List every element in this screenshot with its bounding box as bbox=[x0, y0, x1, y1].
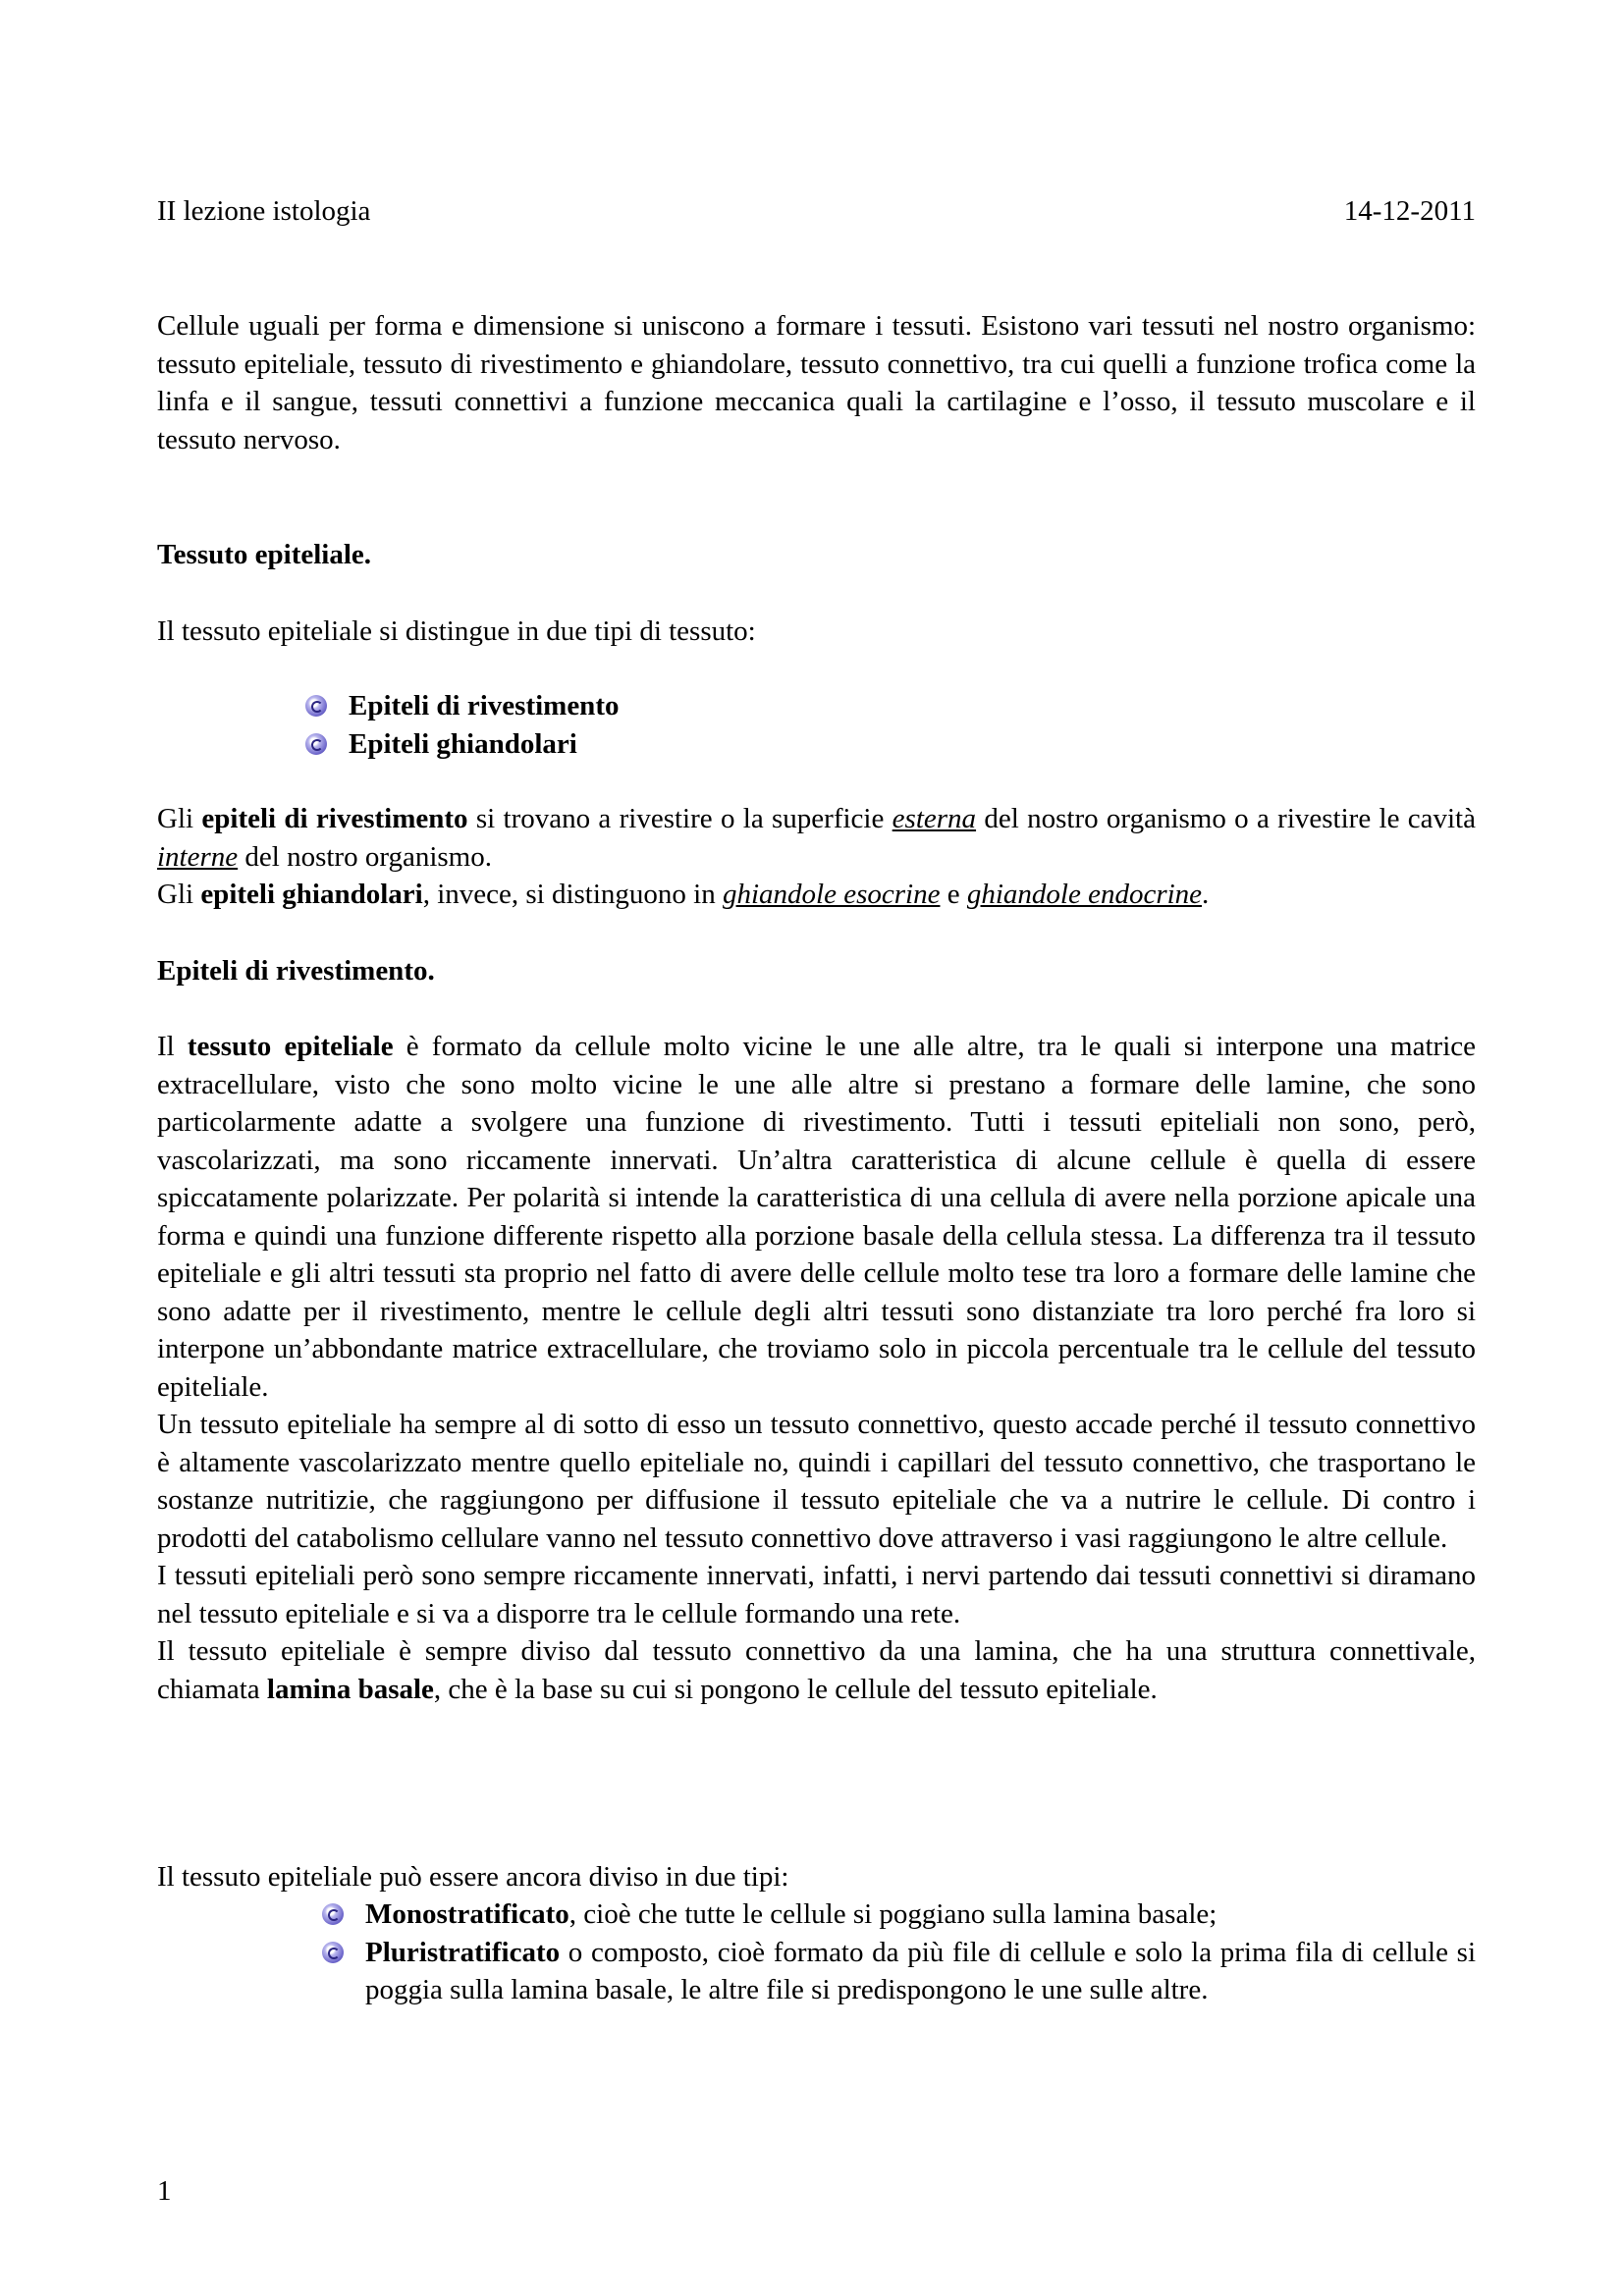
text-run: , che è la base su cui si pongono le cellule del tessuto epiteliale. bbox=[433, 1673, 1158, 1705]
list-item-label: Epiteli ghiandolari bbox=[349, 727, 577, 760]
lecture-title: II lezione istologia bbox=[157, 195, 371, 227]
section2-lead2: Il tessuto epiteliale può essere ancora diviso in due tipi: bbox=[157, 1861, 789, 1893]
text-run: Gli bbox=[157, 803, 202, 834]
section-heading-epiteli-di-rivestimento: Epiteli di rivestimento. bbox=[157, 955, 435, 987]
underlined-term: ghiandole endocrine bbox=[966, 879, 1203, 910]
bold-term: Monostratificato bbox=[365, 1898, 569, 1930]
connective-tissue-paragraph: Un tessuto epiteliale ha sempre al di sotto di esso un tessuto connettivo, questo accade perché il tessuto connettivo è altamente vascolarizzato mentre quello epiteliale no, quindi i capillari del tessuto connettivo, che trasportano le sostanze nutritizie, che raggiungono per diffusione il tessuto epiteliale che va a nutrire le cellule. Di contro i prodotti del catabolismo cellulare vanno nel tessuto connettivo dove attraverso i vasi raggiungono le altre cellule. bbox=[157, 1409, 1476, 1554]
text-run: del nostro organismo. bbox=[238, 840, 492, 873]
bold-term: tessuto epiteliale bbox=[187, 1031, 394, 1062]
list-item bbox=[349, 687, 1476, 725]
list-item bbox=[349, 725, 1476, 764]
epithelium-types-list bbox=[157, 687, 1476, 763]
text-run: è formato da cellule molto vicine le une alle altre, tra le quali si interpone una matrice extracellulare, visto che sono molto vicine le une alle altre si prestano a formare delle lamine, che sono particolarmente adatte a svolgere una funzione di rivestimento. Tutti i tessuti epiteliali non sono, però, vascolarizzati, ma sono riccamente innervati. Un’altra caratteristica di alcune cellule è quella di essere spiccatamente polarizzate. Per polarità si intende la caratteristica di una cellula di avere nella porzione apicale una forma e quindi una funzione differente rispetto alla porzione basale della cellula stessa. La differenza tra il tessuto epiteliale e gli altri tessuti sta proprio nel fatto di avere delle cellule molto tese tra loro a formare delle lamine che sono adatte per il rivestimento, mentre le cellule degli altri tessuti sono distanziate tra loro perché fra loro si interpone un’abbondante matrice extracellulare, che troviamo solo in piccola percentuale tra le cellule del tessuto epiteliale. bbox=[157, 1031, 1476, 1403]
bold-term: Pluristratificato bbox=[365, 1936, 561, 1968]
section2-heading-block bbox=[157, 952, 1476, 990]
bold-term: lamina basale bbox=[266, 1673, 434, 1705]
page-number: 1 bbox=[157, 2175, 172, 2207]
section2-body-block bbox=[157, 1028, 1476, 1708]
list-item bbox=[365, 1896, 1476, 1934]
spiral-bullet-icon bbox=[322, 1942, 344, 1963]
text-run: o composto, cioè formato da più file di cellule e solo la prima fila di cellule si poggia sulla lamina basale, le altre file si predispongono le une sulle altre. bbox=[365, 1936, 1476, 2005]
text-run: . bbox=[1202, 879, 1210, 910]
spiral-bullet-icon bbox=[322, 1903, 344, 1925]
text-run: Il tessuto epiteliale è sempre diviso dal tessuto connettivo da una lamina, che ha una struttura connettivale, chiamata bbox=[157, 1635, 1476, 1705]
section1-lead-block bbox=[157, 613, 1476, 651]
document-page bbox=[157, 0, 1476, 2296]
intro-paragraph-block bbox=[157, 307, 1476, 458]
document-header bbox=[157, 192, 1476, 231]
text-run: , cioè che tutte le cellule si poggiano sulla lamina basale; bbox=[568, 1898, 1217, 1930]
bold-term: epiteli di rivestimento bbox=[201, 803, 468, 834]
bold-term: epiteli ghiandolari bbox=[200, 879, 423, 910]
text-run: Il bbox=[157, 1031, 188, 1062]
spiral-bullet-icon bbox=[305, 695, 327, 717]
innervation-paragraph: I tessuti epiteliali però sono sempre riccamente innervati, infatti, i nervi partendo dai tessuti connettivi si diramano nel tessuto epiteliale e si va a disporre tra le cellule formando una rete. bbox=[157, 1560, 1476, 1629]
text-run: , invece, si distinguono in bbox=[422, 879, 723, 910]
stratification-types-list bbox=[365, 1896, 1476, 2009]
section2-lead2-block bbox=[157, 1858, 1476, 1896]
section-heading-block bbox=[157, 536, 1476, 574]
section-heading-tessuto-epiteliale: Tessuto epiteliale. bbox=[157, 539, 372, 570]
spiral-bullet-icon bbox=[305, 733, 327, 755]
rivestimento-paragraph bbox=[157, 800, 1476, 876]
section1-paragraphs-block bbox=[157, 800, 1476, 914]
list-item bbox=[365, 1934, 1476, 2009]
ghiandolari-paragraph bbox=[157, 876, 1476, 914]
section2-bullets-block bbox=[157, 1896, 1476, 2009]
underlined-term: ghiandole esocrine bbox=[722, 879, 941, 910]
text-run: del nostro organismo o a rivestire le cavità bbox=[976, 803, 1476, 834]
section1-lead: Il tessuto epiteliale si distingue in due tipi di tessuto: bbox=[157, 615, 756, 647]
text-run: Gli bbox=[157, 879, 201, 910]
text-run: si trovano a rivestire o la superficie bbox=[467, 803, 893, 834]
section1-bullets-block bbox=[157, 687, 1476, 763]
underlined-term: esterna bbox=[892, 803, 977, 834]
lecture-date: 14-12-2011 bbox=[1343, 195, 1476, 227]
basal-lamina-paragraph bbox=[157, 1632, 1476, 1708]
intro-paragraph: Cellule uguali per forma e dimensione si uniscono a formare i tessuti. Esistono vari tessuti nel nostro organismo: tessuto epiteliale, tessuto di rivestimento e ghiandolare, tessuto connettivo, tra cui quelli a funzione trofica come la linfa e il sangue, tessuti connettivi a funzione meccanica quali la cartilagine e l’osso, il tessuto muscolare e il tessuto nervoso. bbox=[157, 310, 1476, 455]
text-run: e bbox=[940, 879, 967, 910]
epithelium-description-paragraph bbox=[157, 1028, 1476, 1406]
list-item-label: Epiteli di rivestimento bbox=[349, 690, 620, 721]
underlined-term: interne bbox=[157, 840, 239, 873]
